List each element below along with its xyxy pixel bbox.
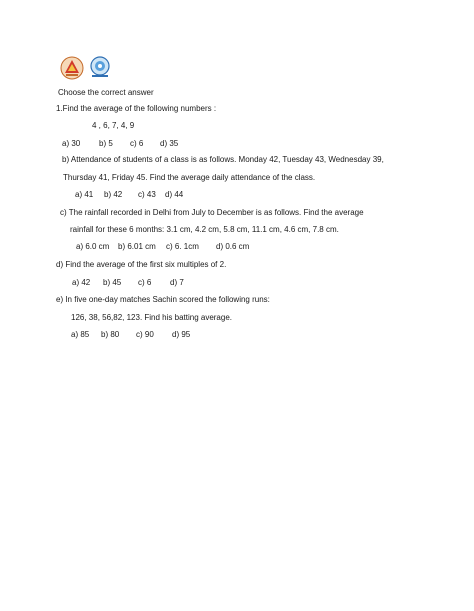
qd-option-b: b) 45 xyxy=(103,278,122,287)
qc-option-c: c) 6. 1cm xyxy=(166,242,199,251)
question-b-line-2: Thursday 41, Friday 45. Find the average daily attendance of the class. xyxy=(63,173,316,182)
qe-option-b: b) 80 xyxy=(101,330,120,339)
question-e-text: e) In five one-day matches Sachin scored the following runs: xyxy=(56,295,270,304)
qb-option-d: d) 44 xyxy=(165,190,184,199)
qb-option-c: c) 43 xyxy=(138,190,156,199)
board-logo-icon xyxy=(88,56,112,78)
q1-option-c: c) 6 xyxy=(130,139,144,148)
qe-option-d: d) 95 xyxy=(172,330,191,339)
qe-option-a: a) 85 xyxy=(71,330,90,339)
question-b-line-1: b) Attendance of students of a class is as follows. Monday 42, Tuesday 43, Wednesday 39, xyxy=(62,155,384,164)
q1-option-a: a) 30 xyxy=(62,139,81,148)
qb-option-b: b) 42 xyxy=(104,190,123,199)
q1-option-d: d) 35 xyxy=(160,139,179,148)
question-c-line-2: rainfall for these 6 months: 3.1 cm, 4.2 cm, 5.8 cm, 11.1 cm, 4.6 cm, 7.8 cm. xyxy=(70,225,339,234)
question-d-text: d) Find the average of the first six multiples of 2. xyxy=(56,260,227,269)
instruction-text: Choose the correct answer xyxy=(58,88,154,97)
question-1-numbers: 4 , 6, 7, 4, 9 xyxy=(92,121,135,130)
qc-option-a: a) 6.0 cm xyxy=(76,242,110,251)
qe-option-c: c) 90 xyxy=(136,330,154,339)
question-e-line-2: 126, 38, 56,82, 123. Find his batting average. xyxy=(71,313,233,322)
qd-option-d: d) 7 xyxy=(170,278,184,287)
q1-option-b: b) 5 xyxy=(99,139,113,148)
qb-option-a: a) 41 xyxy=(75,190,94,199)
question-c-line-1: c) The rainfall recorded in Delhi from July to December is as follows. Find the average xyxy=(60,208,364,217)
question-1-text: 1.Find the average of the following numbers : xyxy=(56,104,217,113)
qc-option-d: d) 0.6 cm xyxy=(216,242,250,251)
qd-option-a: a) 42 xyxy=(72,278,91,287)
qc-option-b: b) 6.01 cm xyxy=(118,242,156,251)
qd-option-c: c) 6 xyxy=(138,278,152,287)
school-emblem-icon xyxy=(60,56,84,80)
